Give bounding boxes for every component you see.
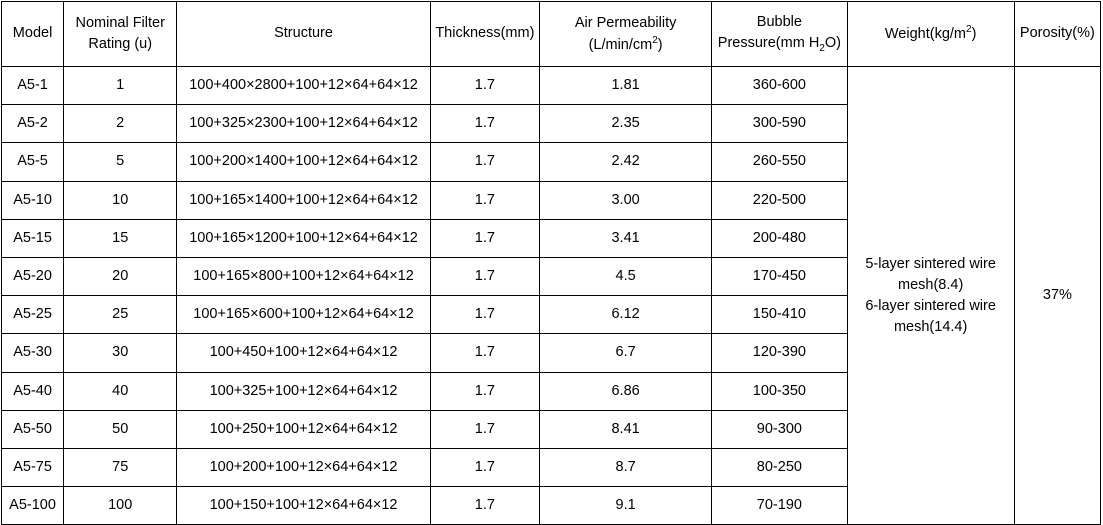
cell-rating: 100	[64, 487, 177, 525]
cell-rating: 75	[64, 448, 177, 486]
cell-bubble-pressure: 170-450	[712, 257, 847, 295]
cell-structure: 100+325×2300+100+12×64+64×12	[177, 105, 430, 143]
header-air-permeability	[539, 2, 711, 67]
cell-rating: 25	[64, 296, 177, 334]
table-row	[2, 67, 1101, 105]
weight-line1: 5-layer sintered wire	[865, 255, 996, 272]
cell-air-permeability: 1.81	[539, 67, 711, 105]
cell-model: A5-1	[2, 67, 64, 105]
cell-model: A5-20	[2, 257, 64, 295]
cell-rating: 50	[64, 410, 177, 448]
cell-weight	[847, 67, 1014, 525]
cell-model: A5-25	[2, 296, 64, 334]
cell-bubble-pressure: 360-600	[712, 67, 847, 105]
header-structure-label: Structure	[274, 25, 333, 42]
header-bubble-pressure	[712, 2, 847, 67]
superscript-two: 2	[966, 24, 972, 36]
header-porosity	[1014, 2, 1100, 67]
cell-thickness: 1.7	[430, 487, 539, 525]
cell-air-permeability: 3.41	[539, 219, 711, 257]
cell-model: A5-30	[2, 334, 64, 372]
superscript-two: 2	[652, 34, 658, 46]
cell-thickness: 1.7	[430, 67, 539, 105]
cell-bubble-pressure: 70-190	[712, 487, 847, 525]
header-air-line1: Air Permeability	[574, 14, 677, 31]
cell-model: A5-50	[2, 410, 64, 448]
header-thickness	[430, 2, 539, 67]
header-nominal-filter-rating	[64, 2, 177, 67]
cell-rating: 30	[64, 334, 177, 372]
cell-bubble-pressure: 150-410	[712, 296, 847, 334]
cell-thickness: 1.7	[430, 448, 539, 486]
cell-structure: 100+400×2800+100+12×64+64×12	[177, 67, 430, 105]
cell-rating: 15	[64, 219, 177, 257]
spec-table-page	[0, 1, 1103, 514]
specification-table	[1, 1, 1101, 525]
header-weight-label: $Weight(kg/m^2)$	[884, 24, 977, 42]
subscript-two: 2	[819, 42, 825, 54]
cell-air-permeability: 2.35	[539, 105, 711, 143]
cell-structure: 100+325+100+12×64+64×12	[177, 372, 430, 410]
weight-line2: mesh(8.4)	[898, 276, 964, 293]
cell-air-permeability: 8.7	[539, 448, 711, 486]
cell-thickness: 1.7	[430, 219, 539, 257]
cell-air-permeability: 6.86	[539, 372, 711, 410]
cell-structure: 100+165×800+100+12×64+64×12	[177, 257, 430, 295]
cell-rating: 2	[64, 105, 177, 143]
header-air-line2: $(L/\min/cm^2)$	[588, 34, 663, 53]
cell-porosity: 37%	[1014, 67, 1100, 525]
cell-structure: 100+200+100+12×64+64×12	[177, 448, 430, 486]
cell-structure: 100+200×1400+100+12×64+64×12	[177, 143, 430, 181]
cell-model: A5-15	[2, 219, 64, 257]
cell-model: A5-100	[2, 487, 64, 525]
cell-bubble-pressure: 90-300	[712, 410, 847, 448]
cell-air-permeability: 9.1	[539, 487, 711, 525]
cell-model: A5-10	[2, 181, 64, 219]
cell-thickness: 1.7	[430, 296, 539, 334]
header-weight	[847, 2, 1014, 67]
cell-thickness: 1.7	[430, 105, 539, 143]
cell-bubble-pressure: 220-500	[712, 181, 847, 219]
cell-bubble-pressure: 100-350	[712, 372, 847, 410]
header-structure	[177, 2, 430, 67]
cell-bubble-pressure: 200-480	[712, 219, 847, 257]
weight-line3: 6-layer sintered wire	[865, 297, 996, 314]
cell-thickness: 1.7	[430, 143, 539, 181]
cell-structure: 100+450+100+12×64+64×12	[177, 334, 430, 372]
cell-model: A5-2	[2, 105, 64, 143]
cell-air-permeability: 4.5	[539, 257, 711, 295]
header-rating-line2: Rating (u)	[88, 36, 153, 52]
cell-structure: 100+165×1200+100+12×64+64×12	[177, 219, 430, 257]
cell-rating: 1	[64, 67, 177, 105]
cell-thickness: 1.7	[430, 181, 539, 219]
table-body	[2, 67, 1101, 525]
cell-thickness: 1.7	[430, 334, 539, 372]
header-porosity-label: Porosity(%)	[1019, 25, 1095, 42]
cell-thickness: 1.7	[430, 410, 539, 448]
header-model	[2, 2, 64, 67]
cell-bubble-pressure: 260-550	[712, 143, 847, 181]
header-bubble-line1: Bubble	[756, 13, 802, 30]
cell-structure: 100+150+100+12×64+64×12	[177, 487, 430, 525]
cell-rating: 40	[64, 372, 177, 410]
cell-air-permeability: 8.41	[539, 410, 711, 448]
cell-air-permeability: 6.7	[539, 334, 711, 372]
cell-rating: 5	[64, 143, 177, 181]
header-row	[2, 2, 1101, 67]
cell-bubble-pressure: 80-250	[712, 448, 847, 486]
cell-model: A5-40	[2, 372, 64, 410]
cell-air-permeability: 6.12	[539, 296, 711, 334]
header-bubble-line2: Pressure(mm $H_2O$)	[717, 34, 841, 54]
header-thickness-label: Thickness(mm)	[435, 25, 535, 42]
cell-structure: 100+165×1400+100+12×64+64×12	[177, 181, 430, 219]
cell-structure: 100+165×600+100+12×64+64×12	[177, 296, 430, 334]
table-header	[2, 2, 1101, 67]
cell-rating: 20	[64, 257, 177, 295]
header-rating-line1: Nominal Filter	[75, 14, 165, 31]
cell-structure: 100+250+100+12×64+64×12	[177, 410, 430, 448]
header-model-label: Model	[12, 25, 53, 42]
cell-air-permeability: 2.42	[539, 143, 711, 181]
weight-line4: mesh(14.4)	[893, 318, 968, 335]
cell-air-permeability: 3.00	[539, 181, 711, 219]
cell-bubble-pressure: 120-390	[712, 334, 847, 372]
cell-model: A5-5	[2, 143, 64, 181]
cell-bubble-pressure: 300-590	[712, 105, 847, 143]
cell-rating: 10	[64, 181, 177, 219]
cell-thickness: 1.7	[430, 257, 539, 295]
cell-thickness: 1.7	[430, 372, 539, 410]
cell-model: A5-75	[2, 448, 64, 486]
